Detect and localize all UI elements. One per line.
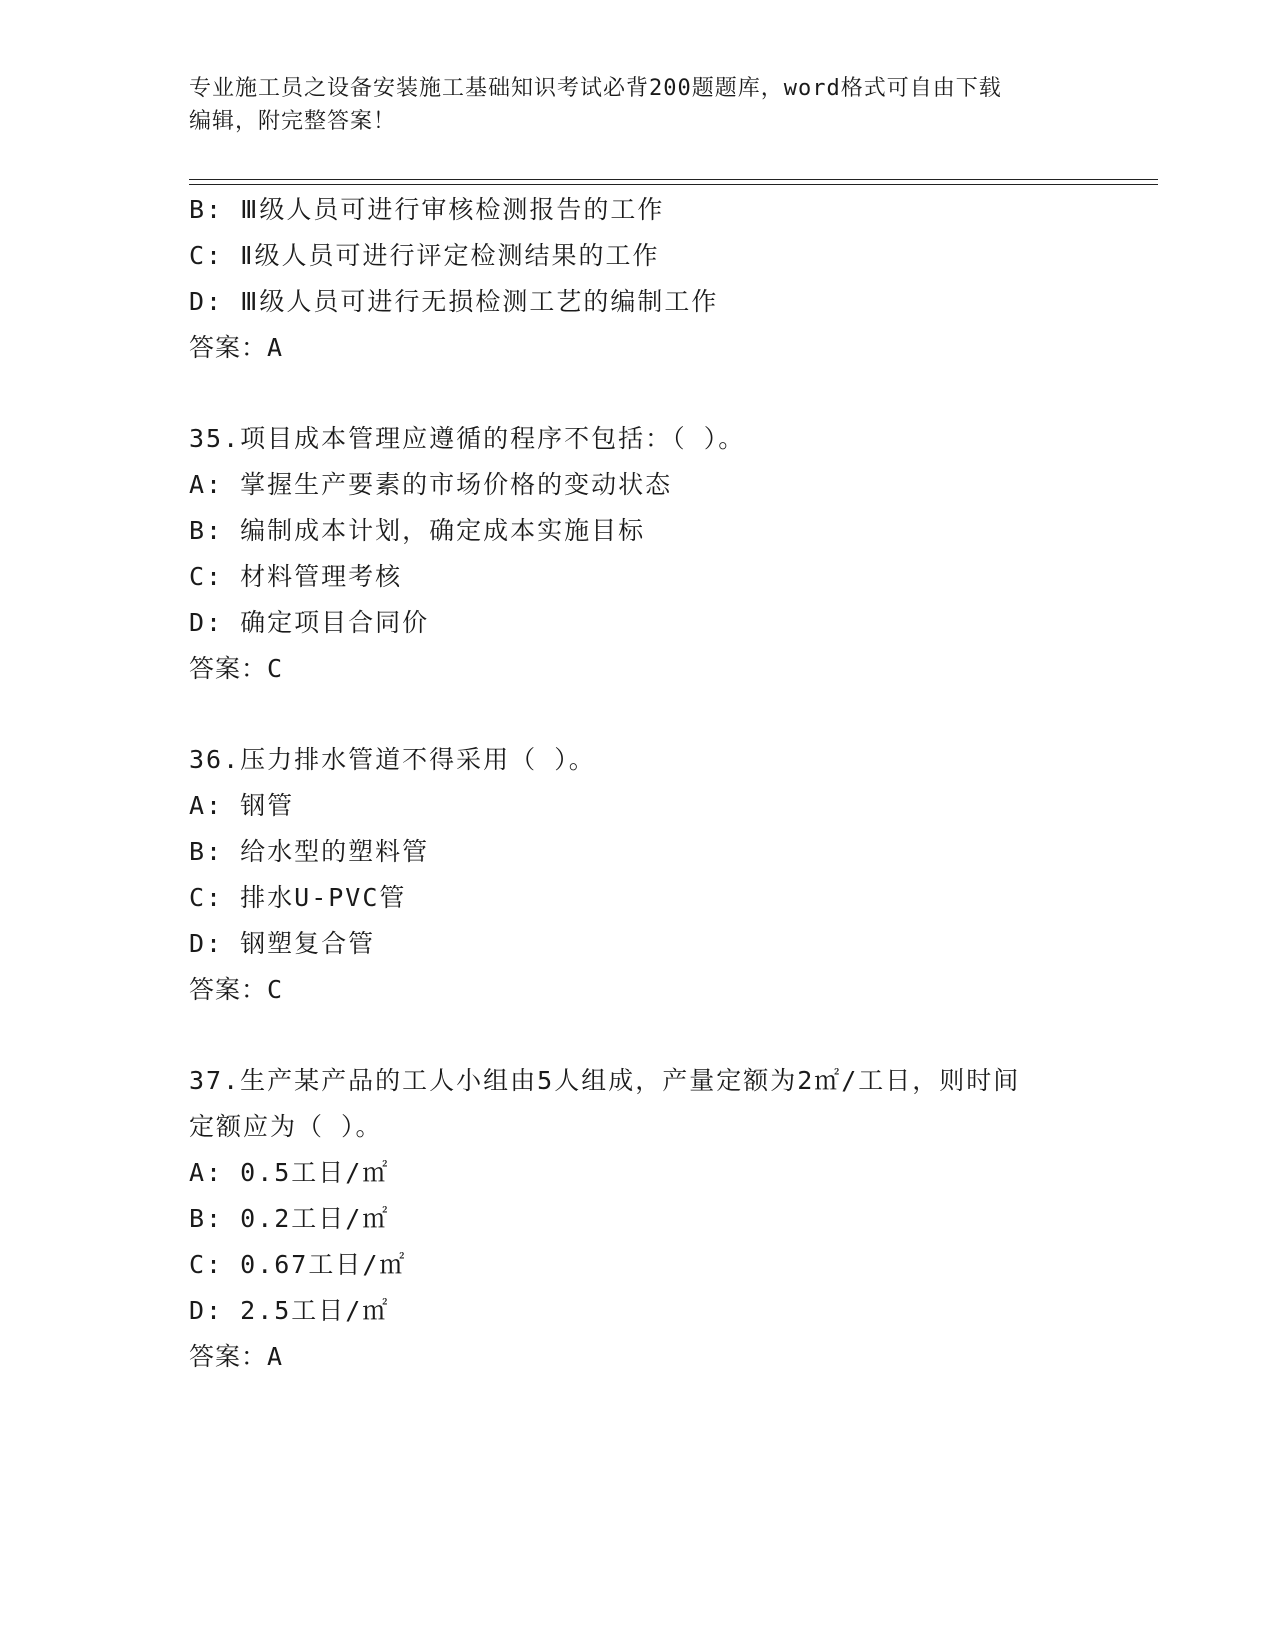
option-a: A: 掌握生产要素的市场价格的变动状态 bbox=[189, 470, 673, 499]
answer-line: 答案：C bbox=[189, 654, 284, 683]
option-d: D: Ⅲ级人员可进行无损检测工艺的编制工作 bbox=[189, 287, 719, 316]
option-d: D: 确定项目合同价 bbox=[189, 608, 430, 637]
question-spacer bbox=[189, 371, 1149, 416]
question-list bbox=[189, 187, 1149, 1380]
option-a: A: 0.5工日/㎡ bbox=[189, 1158, 390, 1187]
question-stem-line-2: 定额应为（ ）。 bbox=[189, 1112, 383, 1141]
answer-line: 答案：A bbox=[189, 1342, 284, 1371]
document-header bbox=[189, 72, 1089, 138]
question-36 bbox=[189, 737, 1149, 1013]
option-c: C: 材料管理考核 bbox=[189, 562, 403, 591]
header-title-line-1: 专业施工员之设备安装施工基础知识考试必背200题题库，word格式可自由下载 bbox=[189, 76, 1002, 101]
option-b: B: 给水型的塑料管 bbox=[189, 837, 430, 866]
question-35 bbox=[189, 416, 1149, 692]
option-c: C: 0.67工日/㎡ bbox=[189, 1250, 407, 1279]
option-b: B: 0.2工日/㎡ bbox=[189, 1204, 390, 1233]
option-a: A: 钢管 bbox=[189, 791, 295, 820]
answer-line: 答案：A bbox=[189, 333, 284, 362]
header-divider-bottom bbox=[189, 184, 1158, 185]
header-divider-top bbox=[189, 179, 1158, 180]
question-spacer bbox=[189, 1013, 1149, 1058]
option-b: B: Ⅲ级人员可进行审核检测报告的工作 bbox=[189, 195, 665, 224]
option-b: B: 编制成本计划，确定成本实施目标 bbox=[189, 516, 646, 545]
question-spacer bbox=[189, 692, 1149, 737]
question-stem-line-1: 37.生产某产品的工人小组由5人组成，产量定额为2㎡/工日，则时间 bbox=[189, 1066, 1021, 1095]
option-d: D: 2.5工日/㎡ bbox=[189, 1296, 390, 1325]
question-34-continued bbox=[189, 187, 1149, 371]
option-c: C: 排水U-PVC管 bbox=[189, 883, 407, 912]
question-stem: 35.项目成本管理应遵循的程序不包括：（ ）。 bbox=[189, 424, 746, 453]
option-c: C: Ⅱ级人员可进行评定检测结果的工作 bbox=[189, 241, 660, 270]
header-title-line-2: 编辑，附完整答案！ bbox=[189, 109, 397, 134]
question-37 bbox=[189, 1058, 1149, 1380]
option-d: D: 钢塑复合管 bbox=[189, 929, 376, 958]
answer-line: 答案：C bbox=[189, 975, 284, 1004]
question-stem: 36.压力排水管道不得采用（ ）。 bbox=[189, 745, 596, 774]
